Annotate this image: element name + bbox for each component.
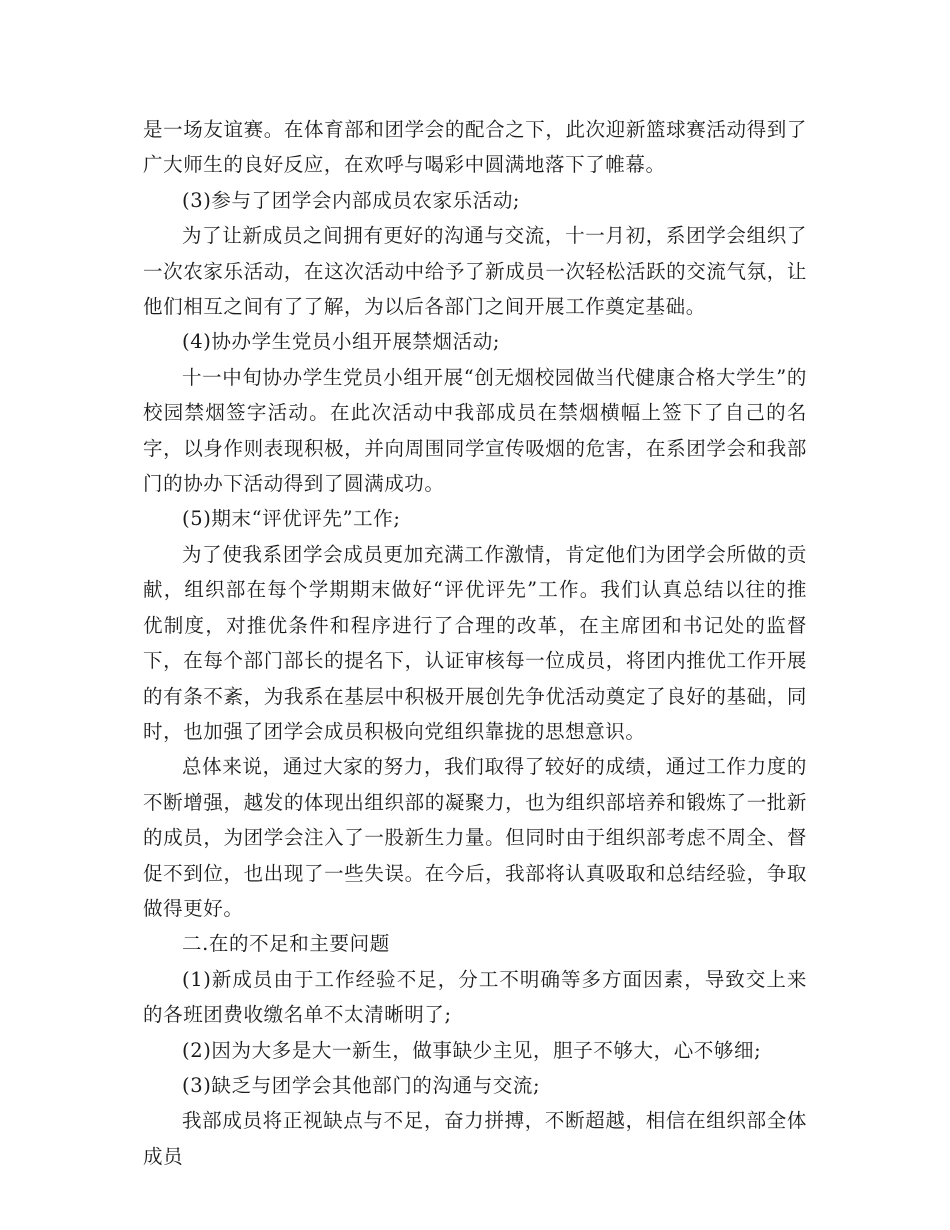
paragraph: (3)参与了团学会内部成员农家乐活动; — [182, 188, 521, 212]
paragraph: (5)期末“评优评先”工作; — [182, 507, 401, 531]
document-body — [143, 112, 807, 1174]
paragraph: (4)协办学生党员小组开展禁烟活动; — [182, 330, 500, 354]
paragraph: 总体来说，通过大家的努力，我们取得了较好的成绩，通过工作力度的不断增强，越发的体现出组织部的凝聚力，也为组织部培养和锻炼了一批新的成员，为团学会注入了一股新生力量。但同时由于组织部考虑不周全、督促不到位，也出现了一些失误。在今后，我部将认真吸取和总结经验，争取做得更好。 — [143, 755, 807, 920]
paragraph: 为了让新成员之间拥有更好的沟通与交流，十一月初，系团学会组织了一次农家乐活动，在这次活动中给予了新成员一次轻松活跃的交流气氛，让他们相互之间有了了解，为以后各部门之间开展工作奠定基础。 — [143, 224, 807, 319]
paragraph: 我部成员将正视缺点与不足，奋力拼搏，不断超越，相信在组织部全体成员 — [143, 1109, 807, 1168]
paragraph: 为了使我系团学会成员更加充满工作激情，肯定他们为团学会所做的贡献，组织部在每个学期期末做好“评优评先”工作。我们认真总结以往的推优制度，对推优条件和程序进行了合理的改革，在主席团和书记处的监督下，在每个部门部长的提名下，认证审核每一位成员，将团内推优工作开展的有条不紊，为我系在基层中积极开展创先争优活动奠定了良好的基础，同时，也加强了团学会成员积极向党组织靠拢的思想意识。 — [143, 542, 807, 743]
paragraph: 是一场友谊赛。在体育部和团学会的配合之下，此次迎新篮球赛活动得到了广大师生的良好反应，在欢呼与喝彩中圆满地落下了帷幕。 — [143, 118, 807, 177]
paragraph: 十一中旬协办学生党员小组开展“创无烟校园做当代健康合格大学生”的校园禁烟签字活动。在此次活动中我部成员在禁烟横幅上签下了自己的名字，以身作则表现积极，并向周围同学宣传吸烟的危害，在系团学会和我部门的协办下活动得到了圆满成功。 — [143, 365, 807, 496]
paragraph: (3)缺乏与团学会其他部门的沟通与交流; — [182, 1073, 541, 1097]
paragraph: (2)因为大多是大一新生，做事缺少主见，胆子不够大，心不够细; — [182, 1038, 762, 1062]
section-heading: 二.在的不足和主要问题 — [182, 932, 390, 956]
paragraph: (1)新成员由于工作经验不足，分工不明确等多方面因素，导致交上来的各班团费收缴名单不太清晰明了; — [143, 967, 807, 1027]
